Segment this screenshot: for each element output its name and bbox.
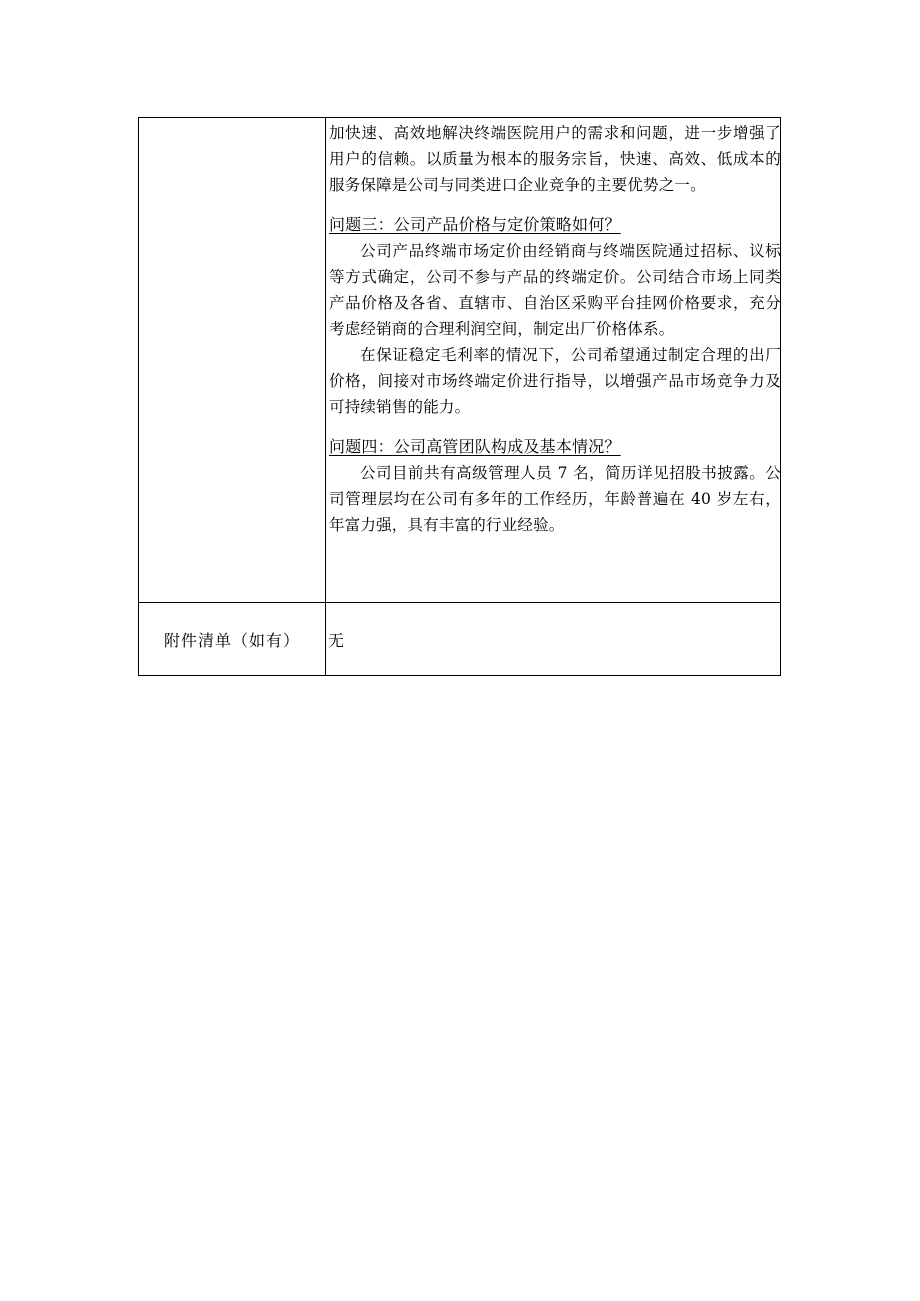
- question-four-title: 问题四：公司高管团队构成及基本情况？: [329, 437, 621, 456]
- attachment-value: 无: [328, 630, 345, 650]
- column-divider: [325, 118, 326, 675]
- record-table: [138, 117, 781, 676]
- question-three-title: 问题三：公司产品价格与定价策略如何？: [329, 215, 621, 234]
- intro-paragraph: 加快速、高效地解决终端医院用户的需求和问题，进一步增强了用户的信赖。以质量为根本的服务宗旨，快速、高效、低成本的服务保障是公司与同类进口企业竞争的主要优势之一。: [329, 124, 781, 194]
- question-four-paragraph-1: 公司目前共有高级管理人员 7 名，简历详见招股书披露。公司管理层均在公司有多年的工作经历，年龄普遍在 40 岁左右，年富力强，具有丰富的行业经验。: [329, 464, 781, 534]
- question-three-paragraph-2: 在保证稳定毛利率的情况下，公司希望通过制定合理的出厂价格，间接对市场终端定价进行指导，以增强产品市场竞争力及可持续销售的能力。: [329, 346, 781, 416]
- attachment-label: 附件清单（如有）: [163, 630, 300, 650]
- content-cell: [329, 120, 781, 538]
- question-three-paragraph-1: 公司产品终端市场定价由经销商与终端医院通过招标、议标等方式确定，公司不参与产品的终端定价。公司结合市场上同类产品价格及各省、直辖市、自治区采购平台挂网价格要求，充分考虑经销商的合理利润空间，制定出厂价格体系。: [329, 242, 781, 338]
